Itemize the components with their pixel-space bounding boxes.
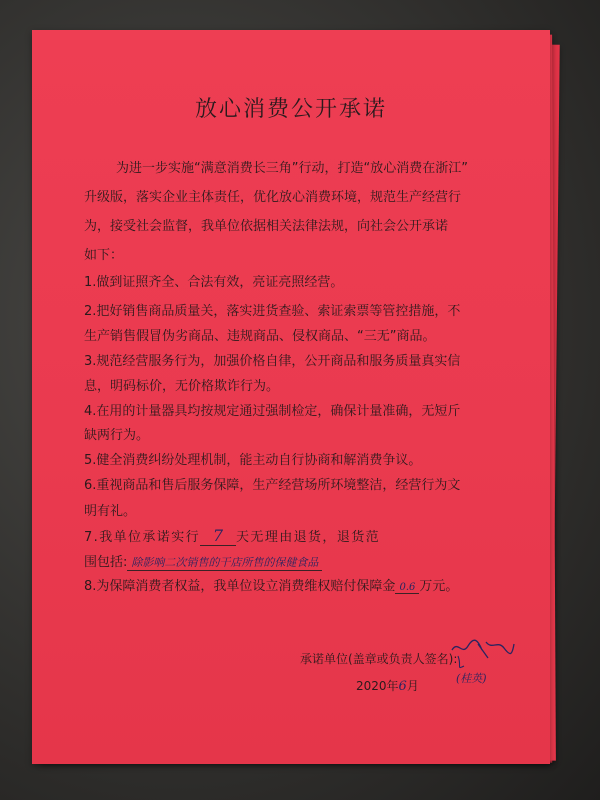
signed-name: (桂英) — [456, 672, 487, 685]
signature-label: 承诺单位(盖章或负责人签名): — [300, 652, 458, 666]
item-3-line-1: 3.规范经营服务行为，加强价格自律，公开商品和服务质量真实信 — [84, 354, 461, 369]
item-4-line-2: 缺两行为。 — [84, 428, 150, 443]
intro-line-4: 如下： — [84, 248, 124, 263]
item-7-prefix: 7.我单位承诺实行 — [84, 530, 201, 545]
item-7-range-label: 围包括: — [84, 555, 128, 570]
item-1: 1.做到证照齐全、合法有效，亮证亮照经营。 — [84, 275, 344, 290]
item-7-suffix: 天无理由退货，退货范 — [236, 530, 381, 545]
item-2-line-2: 生产销售假冒伪劣商品、违规商品、侵权商品、“三无”商品。 — [84, 329, 436, 344]
item-3-line-2: 息，明码标价，无价格欺诈行为。 — [84, 379, 280, 394]
guarantee-amount-value: 0.6 — [395, 582, 419, 594]
item-5: 5.健全消费纠纷处理机制，能主动自行协商和解消费争议。 — [84, 453, 422, 468]
item-8-suffix: 万元。 — [419, 579, 459, 594]
item-8 — [84, 575, 504, 594]
intro-line-2: 升级版，落实企业主体责任，优化放心消费环境，规范生产经营行 — [84, 190, 462, 205]
date-month: 6 — [398, 679, 407, 694]
item-8-prefix: 8.为保障消费者权益，我单位设立消费维权赔付保障金 — [84, 579, 396, 594]
return-days-value: 7 — [200, 526, 236, 546]
item-6-line-2: 明有礼。 — [84, 504, 137, 519]
intro-line-1: 为进一步实施“满意消费长三角”行动，打造“放心消费在浙江” — [116, 161, 468, 176]
date-month-suffix: 月 — [406, 679, 419, 693]
item-2-line-1: 2.把好销售商品质量关，落实进货查验、索证索票等管控措施，不 — [84, 304, 461, 319]
return-range-value: 除影响二次销售的干店所售的保健食品 — [127, 554, 322, 571]
intro-line-3: 为，接受社会监督，我单位依据相关法律法规，向社会公开承诺 — [84, 219, 449, 234]
item-7-line-1 — [84, 526, 504, 546]
document-title: 放心消费公开承诺 — [194, 97, 387, 122]
signature-date — [356, 677, 476, 694]
item-4-line-1: 4.在用的计量器具均按规定通过强制检定，确保计量准确，无短斤 — [84, 404, 461, 419]
item-7-line-2 — [84, 551, 504, 571]
date-year: 2020年 — [356, 679, 399, 693]
item-6-line-1: 6.重视商品和售后服务保障，生产经营场所环境整洁，经营行为文 — [84, 478, 461, 493]
